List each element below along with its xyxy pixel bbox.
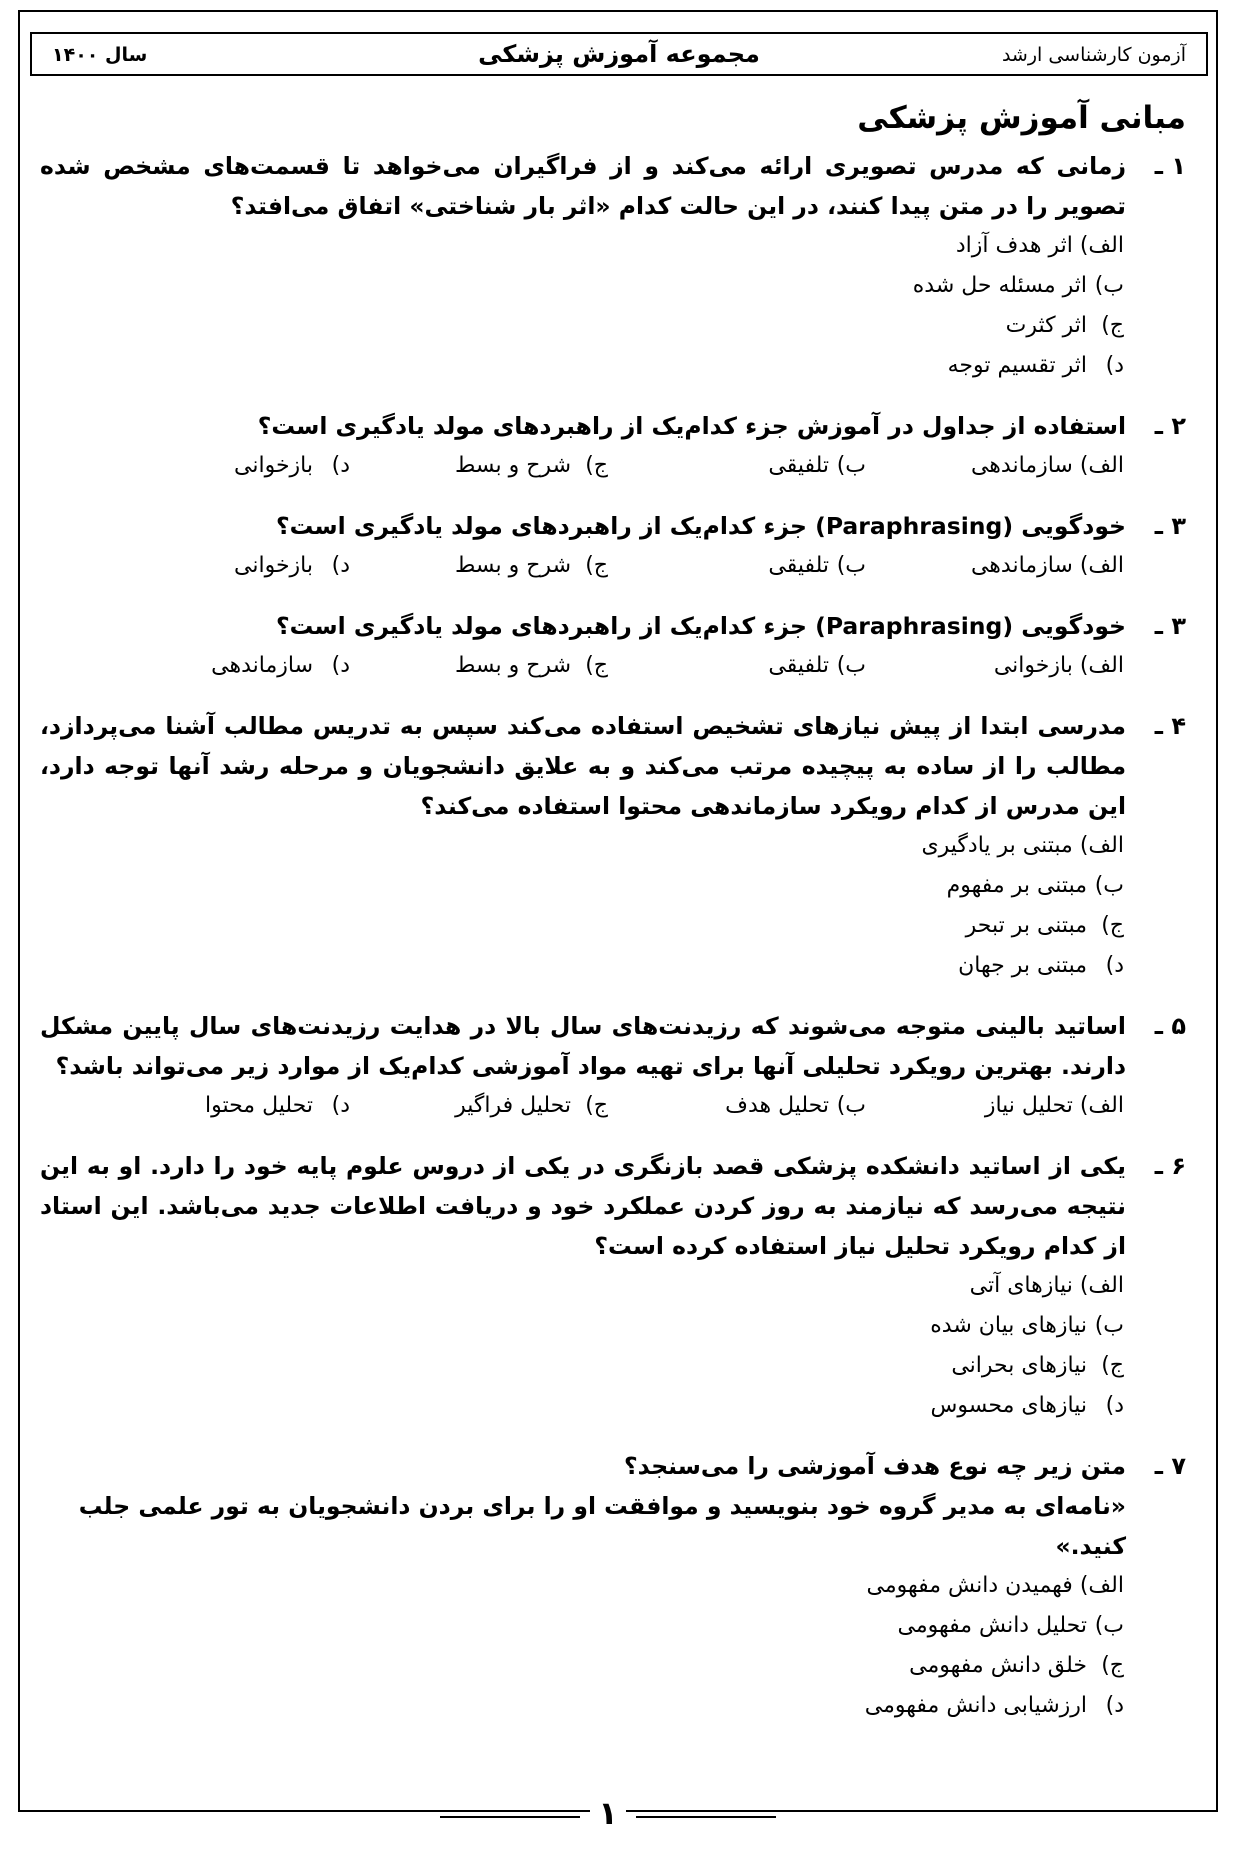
option-text: سازماندهی xyxy=(970,453,1073,478)
options-list xyxy=(40,826,1186,986)
option-marker: الف) xyxy=(1079,553,1124,578)
option[interactable] xyxy=(40,266,1124,306)
question-text: خودگویی (Paraphrasing) جزء کدام‌یک از راهبردهای مولد یادگیری است؟ xyxy=(275,612,1126,640)
option[interactable] xyxy=(92,1086,350,1126)
option[interactable] xyxy=(608,446,866,486)
option-text: مبتنی بر مفهوم xyxy=(946,873,1087,898)
option[interactable] xyxy=(92,646,350,686)
option-text: نیازهای آتی xyxy=(969,1273,1073,1298)
option-text: نیازهای محسوس xyxy=(930,1393,1087,1418)
question xyxy=(40,506,1186,586)
question-number: ۳ ـ xyxy=(1154,612,1186,640)
option-marker: ب) xyxy=(836,1093,866,1118)
option[interactable] xyxy=(40,866,1124,906)
page-number: ۱ xyxy=(590,1795,626,1831)
option-text: تلفیقی xyxy=(768,553,829,578)
option-marker: ج) xyxy=(1101,1353,1124,1378)
option-marker: د) xyxy=(1105,353,1124,378)
option[interactable] xyxy=(866,446,1124,486)
option-text: اثر کثرت xyxy=(1005,313,1087,338)
options-list xyxy=(40,1266,1186,1426)
option-text: بازخوانی xyxy=(234,453,313,478)
option-text: تحلیل هدف xyxy=(725,1093,829,1118)
option[interactable] xyxy=(40,1646,1124,1686)
option[interactable] xyxy=(608,646,866,686)
exam-title: آزمون کارشناسی ارشد xyxy=(1001,44,1186,66)
option-marker: ج) xyxy=(1101,913,1124,938)
option-marker: ج) xyxy=(1101,313,1124,338)
question-text: استفاده از جداول در آموزش جزء کدام‌یک از راهبردهای مولد یادگیری است؟ xyxy=(257,412,1126,440)
exam-year: سال ۱۴۰۰ xyxy=(52,44,148,66)
option-marker: د) xyxy=(331,653,350,678)
question xyxy=(40,606,1186,686)
option[interactable] xyxy=(608,546,866,586)
option[interactable] xyxy=(40,306,1124,346)
option-text: تحلیل نیاز xyxy=(984,1093,1073,1118)
option[interactable] xyxy=(350,646,608,686)
option[interactable] xyxy=(350,546,608,586)
option-text: نیازهای بحرانی xyxy=(951,1353,1087,1378)
option-text: سازماندهی xyxy=(970,553,1073,578)
option[interactable] xyxy=(40,226,1124,266)
option-marker: ب) xyxy=(1094,873,1124,898)
question xyxy=(40,1446,1186,1726)
option-marker: ب) xyxy=(1094,1313,1124,1338)
footer-rule-right xyxy=(636,1816,776,1818)
option[interactable] xyxy=(92,546,350,586)
option[interactable] xyxy=(350,1086,608,1126)
option-marker: د) xyxy=(1105,1693,1124,1718)
question-text: اساتید بالینی متوجه می‌شوند که رزیدنت‌های سال بالا در هدایت رزیدنت‌های سال پایین مشکل دارند. بهترین رویکرد تحلیلی آنها برای تهیه مواد آموزشی کدام‌یک از موارد زیر می‌تواند باشد؟ xyxy=(40,1012,1126,1080)
option-marker: ج) xyxy=(585,553,608,578)
option-text: ارزشیابی دانش مفهومی xyxy=(864,1693,1087,1718)
question-quote: «نامه‌ای به مدیر گروه خود بنویسید و موافقت او را برای بردن دانشجویان به تور علمی جلب کنید.» xyxy=(78,1492,1126,1560)
option-text: شرح و بسط xyxy=(454,653,571,678)
option[interactable] xyxy=(40,1306,1124,1346)
question-number: ۶ ـ xyxy=(1154,1152,1186,1180)
option-marker: د) xyxy=(331,553,350,578)
option-text: مبتنی بر جهان xyxy=(958,953,1087,978)
options-list xyxy=(40,226,1186,386)
option-text: تحلیل فراگیر xyxy=(455,1093,571,1118)
option-marker: الف) xyxy=(1079,653,1124,678)
option[interactable] xyxy=(40,1386,1124,1426)
footer-rule-left xyxy=(440,1816,580,1818)
option-text: اثر هدف آزاد xyxy=(955,233,1073,258)
option[interactable] xyxy=(40,946,1124,986)
option-marker: ب) xyxy=(836,553,866,578)
question-number: ۲ ـ xyxy=(1154,412,1186,440)
option-marker: ج) xyxy=(585,653,608,678)
option-marker: الف) xyxy=(1079,1273,1124,1298)
option-marker: الف) xyxy=(1079,1573,1124,1598)
option-text: مبتنی بر تبحر xyxy=(965,913,1087,938)
option[interactable] xyxy=(40,906,1124,946)
question-number: ۵ ـ xyxy=(1154,1012,1186,1040)
option-marker: د) xyxy=(331,1093,350,1118)
option-marker: د) xyxy=(1105,1393,1124,1418)
option-marker: ب) xyxy=(836,653,866,678)
option-marker: ب) xyxy=(1094,1613,1124,1638)
page-header xyxy=(30,32,1208,76)
option-marker: الف) xyxy=(1079,453,1124,478)
option[interactable] xyxy=(92,446,350,486)
option-marker: الف) xyxy=(1079,1093,1124,1118)
option[interactable] xyxy=(40,1266,1124,1306)
collection-title: مجموعه آموزش پزشکی xyxy=(478,40,760,68)
option-text: اثر مسئله حل شده xyxy=(912,273,1087,298)
option[interactable] xyxy=(608,1086,866,1126)
question-text: زمانی که مدرس تصویری ارائه می‌کند و از فراگیران می‌خواهد تا قسمت‌های مشخص شده تصویر را در متن پیدا کنند، در این حالت کدام «اثر بار شناختی» اتفاق می‌افتد؟ xyxy=(40,152,1126,220)
question xyxy=(40,406,1186,486)
options-row xyxy=(40,646,1186,686)
option-text: بازخوانی xyxy=(234,553,313,578)
question-number: ۱ ـ xyxy=(1154,152,1186,180)
option-marker: ب) xyxy=(836,453,866,478)
question-text: یکی از اساتید دانشکده پزشکی قصد بازنگری در یکی از دروس علوم پایه خود را دارد. او به این نتیجه می‌رسد که نیازمند به روز کردن عملکرد خود و دریافت اطلاعات جدید می‌باشد. این استاد از کدام رویکرد تحلیل نیاز استفاده کرده است؟ xyxy=(40,1152,1126,1260)
options-list xyxy=(40,1566,1186,1726)
option-marker: الف) xyxy=(1079,233,1124,258)
option-marker: ج) xyxy=(585,453,608,478)
option-text: تحلیل دانش مفهومی xyxy=(897,1613,1087,1638)
option[interactable] xyxy=(866,1086,1124,1126)
question-number: ۷ ـ xyxy=(1154,1452,1186,1480)
page-footer xyxy=(0,1795,1240,1835)
option-text: سازماندهی xyxy=(211,653,313,678)
option[interactable] xyxy=(350,446,608,486)
option-text: نیازهای بیان شده xyxy=(930,1313,1087,1338)
question xyxy=(40,1006,1186,1126)
option[interactable] xyxy=(40,1346,1124,1386)
options-row xyxy=(40,546,1186,586)
question xyxy=(40,706,1186,986)
option-marker: ب) xyxy=(1094,273,1124,298)
section-title: مبانی آموزش پزشکی xyxy=(857,100,1186,136)
option-text: تحلیل محتوا xyxy=(204,1093,313,1118)
option-marker: د) xyxy=(331,453,350,478)
option-text: اثر تقسیم توجه xyxy=(947,353,1087,378)
option-marker: د) xyxy=(1105,953,1124,978)
option-text: تلفیقی xyxy=(768,653,829,678)
question-number: ۴ ـ xyxy=(1154,712,1186,740)
option-text: بازخوانی xyxy=(993,653,1073,678)
question-number: ۳ ـ xyxy=(1154,512,1186,540)
option[interactable] xyxy=(866,546,1124,586)
options-row xyxy=(40,1086,1186,1126)
option-text: خلق دانش مفهومی xyxy=(909,1653,1087,1678)
question-text: متن زیر چه نوع هدف آموزشی را می‌سنجد؟ xyxy=(623,1452,1126,1480)
option-marker: ج) xyxy=(585,1093,608,1118)
question xyxy=(40,1146,1186,1426)
option-marker: ج) xyxy=(1101,1653,1124,1678)
option-text: شرح و بسط xyxy=(454,453,571,478)
option[interactable] xyxy=(866,646,1124,686)
option[interactable] xyxy=(40,826,1124,866)
option-text: شرح و بسط xyxy=(454,553,571,578)
option-marker: الف) xyxy=(1079,833,1124,858)
option-text: فهمیدن دانش مفهومی xyxy=(866,1573,1073,1598)
option[interactable] xyxy=(40,1606,1124,1646)
question-text: مدرسی ابتدا از پیش نیازهای تشخیص استفاده می‌کند سپس به تدریس مطالب آشنا می‌پردازد، مطالب را از ساده به پیچیده مرتب می‌کند و به علایق دانشجویان و مرحله رشد آنها توجه دارد، این مدرس از کدام رویکرد سازماندهی محتوا استفاده می‌کند؟ xyxy=(40,712,1126,820)
option[interactable] xyxy=(40,1566,1124,1606)
question-text: خودگویی (Paraphrasing) جزء کدام‌یک از راهبردهای مولد یادگیری است؟ xyxy=(275,512,1126,540)
exam-content xyxy=(40,92,1186,1746)
option-text: مبتنی بر یادگیری xyxy=(921,833,1073,858)
option[interactable] xyxy=(40,1686,1124,1726)
option[interactable] xyxy=(40,346,1124,386)
option-text: تلفیقی xyxy=(768,453,829,478)
options-row xyxy=(40,446,1186,486)
question xyxy=(40,146,1186,386)
